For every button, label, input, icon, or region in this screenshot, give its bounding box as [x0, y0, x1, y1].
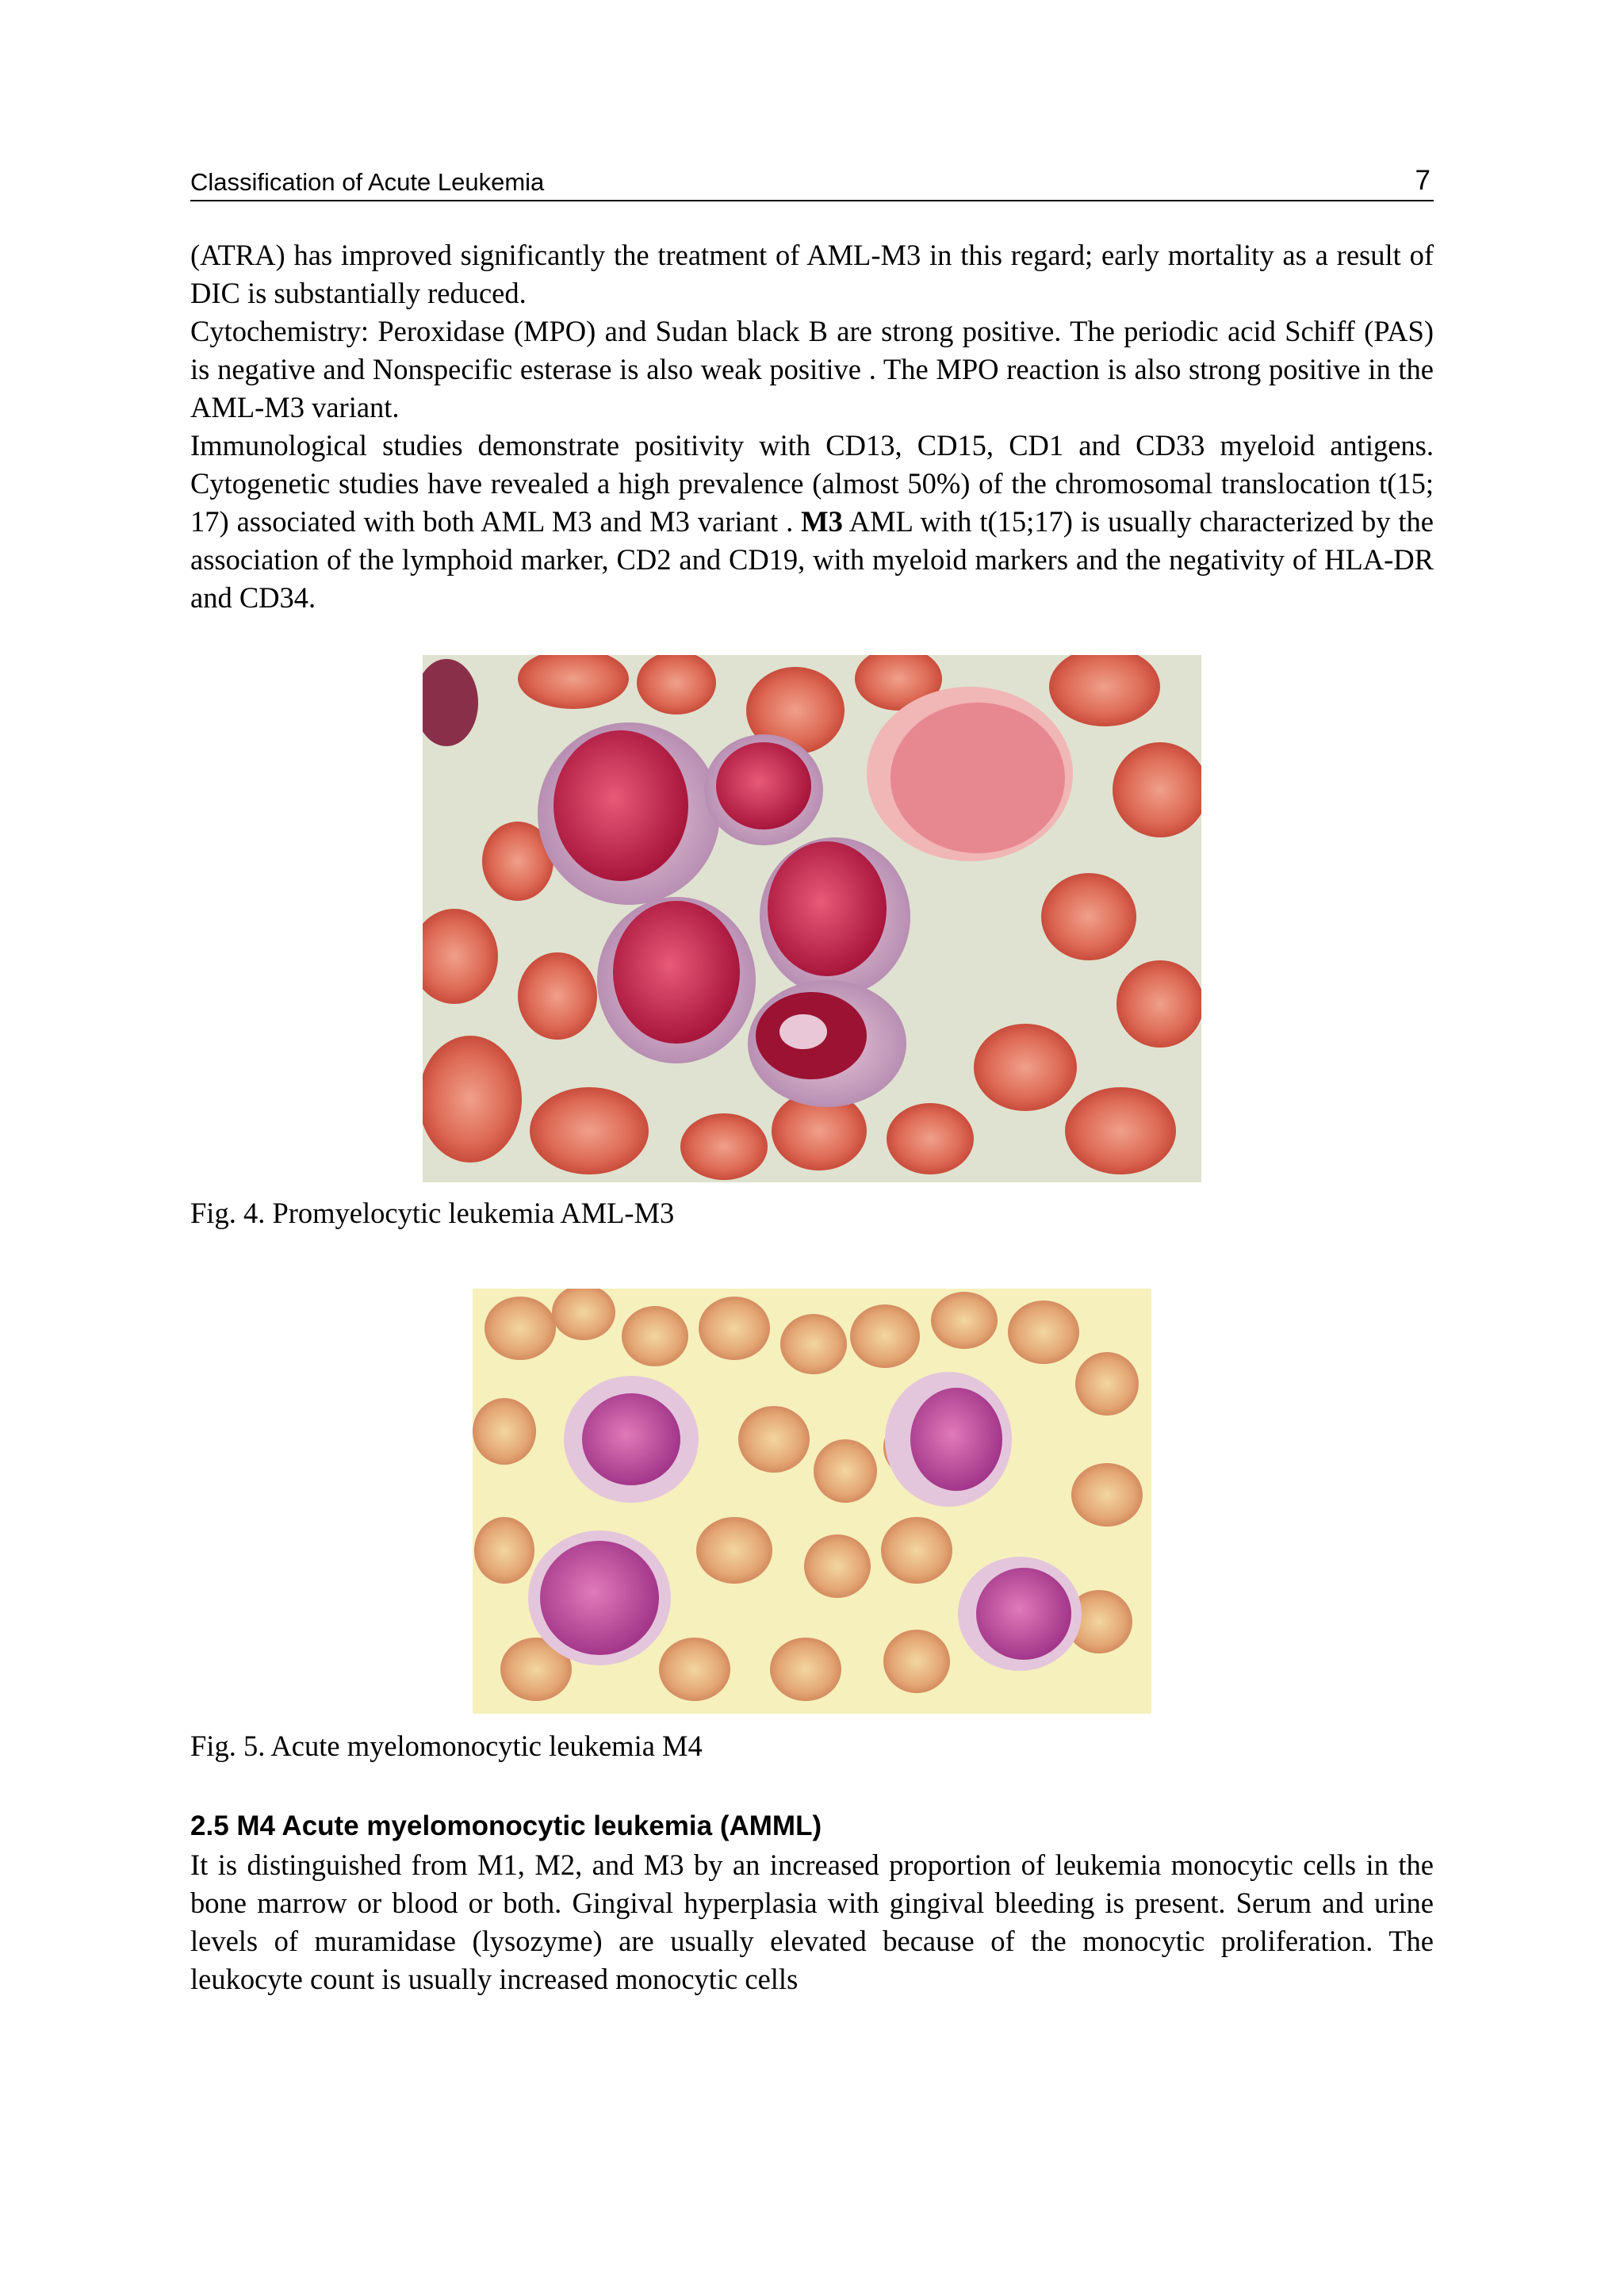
paragraph-atra: (ATRA) has improved significantly the treatment of AML-M3 in this regard; early mortality as a result of DIC is substantially reduced. [190, 239, 1434, 309]
figure-4-smear-image [423, 655, 1201, 1182]
figure-5-caption: Fig. 5. Acute myelomonocytic leukemia M4 [190, 1730, 703, 1762]
bold-m3: M3 [801, 505, 843, 538]
figure-5-micrograph [473, 1289, 1151, 1714]
figure-4-micrograph [423, 655, 1201, 1182]
page-number: 7 [1415, 165, 1431, 196]
running-header [190, 165, 1434, 201]
figure-5-smear-image [473, 1289, 1151, 1714]
running-title: Classification of Acute Leukemia [190, 168, 545, 196]
section-heading: 2.5 M4 Acute myelomonocytic leukemia (AMML) [190, 1810, 822, 1841]
paragraph-m4-description: It is distinguished from M1, M2, and M3 by an increased proportion of leukemia monocytic cells in the bone marrow or blood or both. Gingival hyperplasia with gingival bleeding is present. Serum and urine levels of muramidase (lysozyme) are usually elevated because of the monocytic proliferation. The leukocyte count is usually increased monocytic cells [190, 1849, 1434, 1995]
paragraph-immunological-start: Immunological studies demonstrate positivity with CD13, CD15, CD1 and CD33 myeloid antigens. Cytogenetic studies have revealed a high prevalence (almost 50%) of the chromosomal translocation t(15; 17) associated with both AML M3 and M3 variant . [190, 429, 1434, 538]
intro-text-block [190, 236, 1434, 617]
section-text-block [190, 1846, 1434, 1998]
paragraph-immunological-end: AML with t(15;17) is usually characterized by the association of the lymphoid marker, CD2 and CD19, with myeloid markers and the negativity of HLA-DR and CD34. [190, 505, 1434, 614]
paragraph-cytochemistry: Cytochemistry: Peroxidase (MPO) and Sudan black B are strong positive. The periodic acid Schiff (PAS) is negative and Nonspecific esterase is also weak positive . The MPO reaction is also strong positive in the AML-M3 variant. [190, 315, 1434, 423]
figure-4-caption: Fig. 4. Promyelocytic leukemia AML-M3 [190, 1197, 675, 1229]
paragraph-immunological [190, 427, 1434, 617]
